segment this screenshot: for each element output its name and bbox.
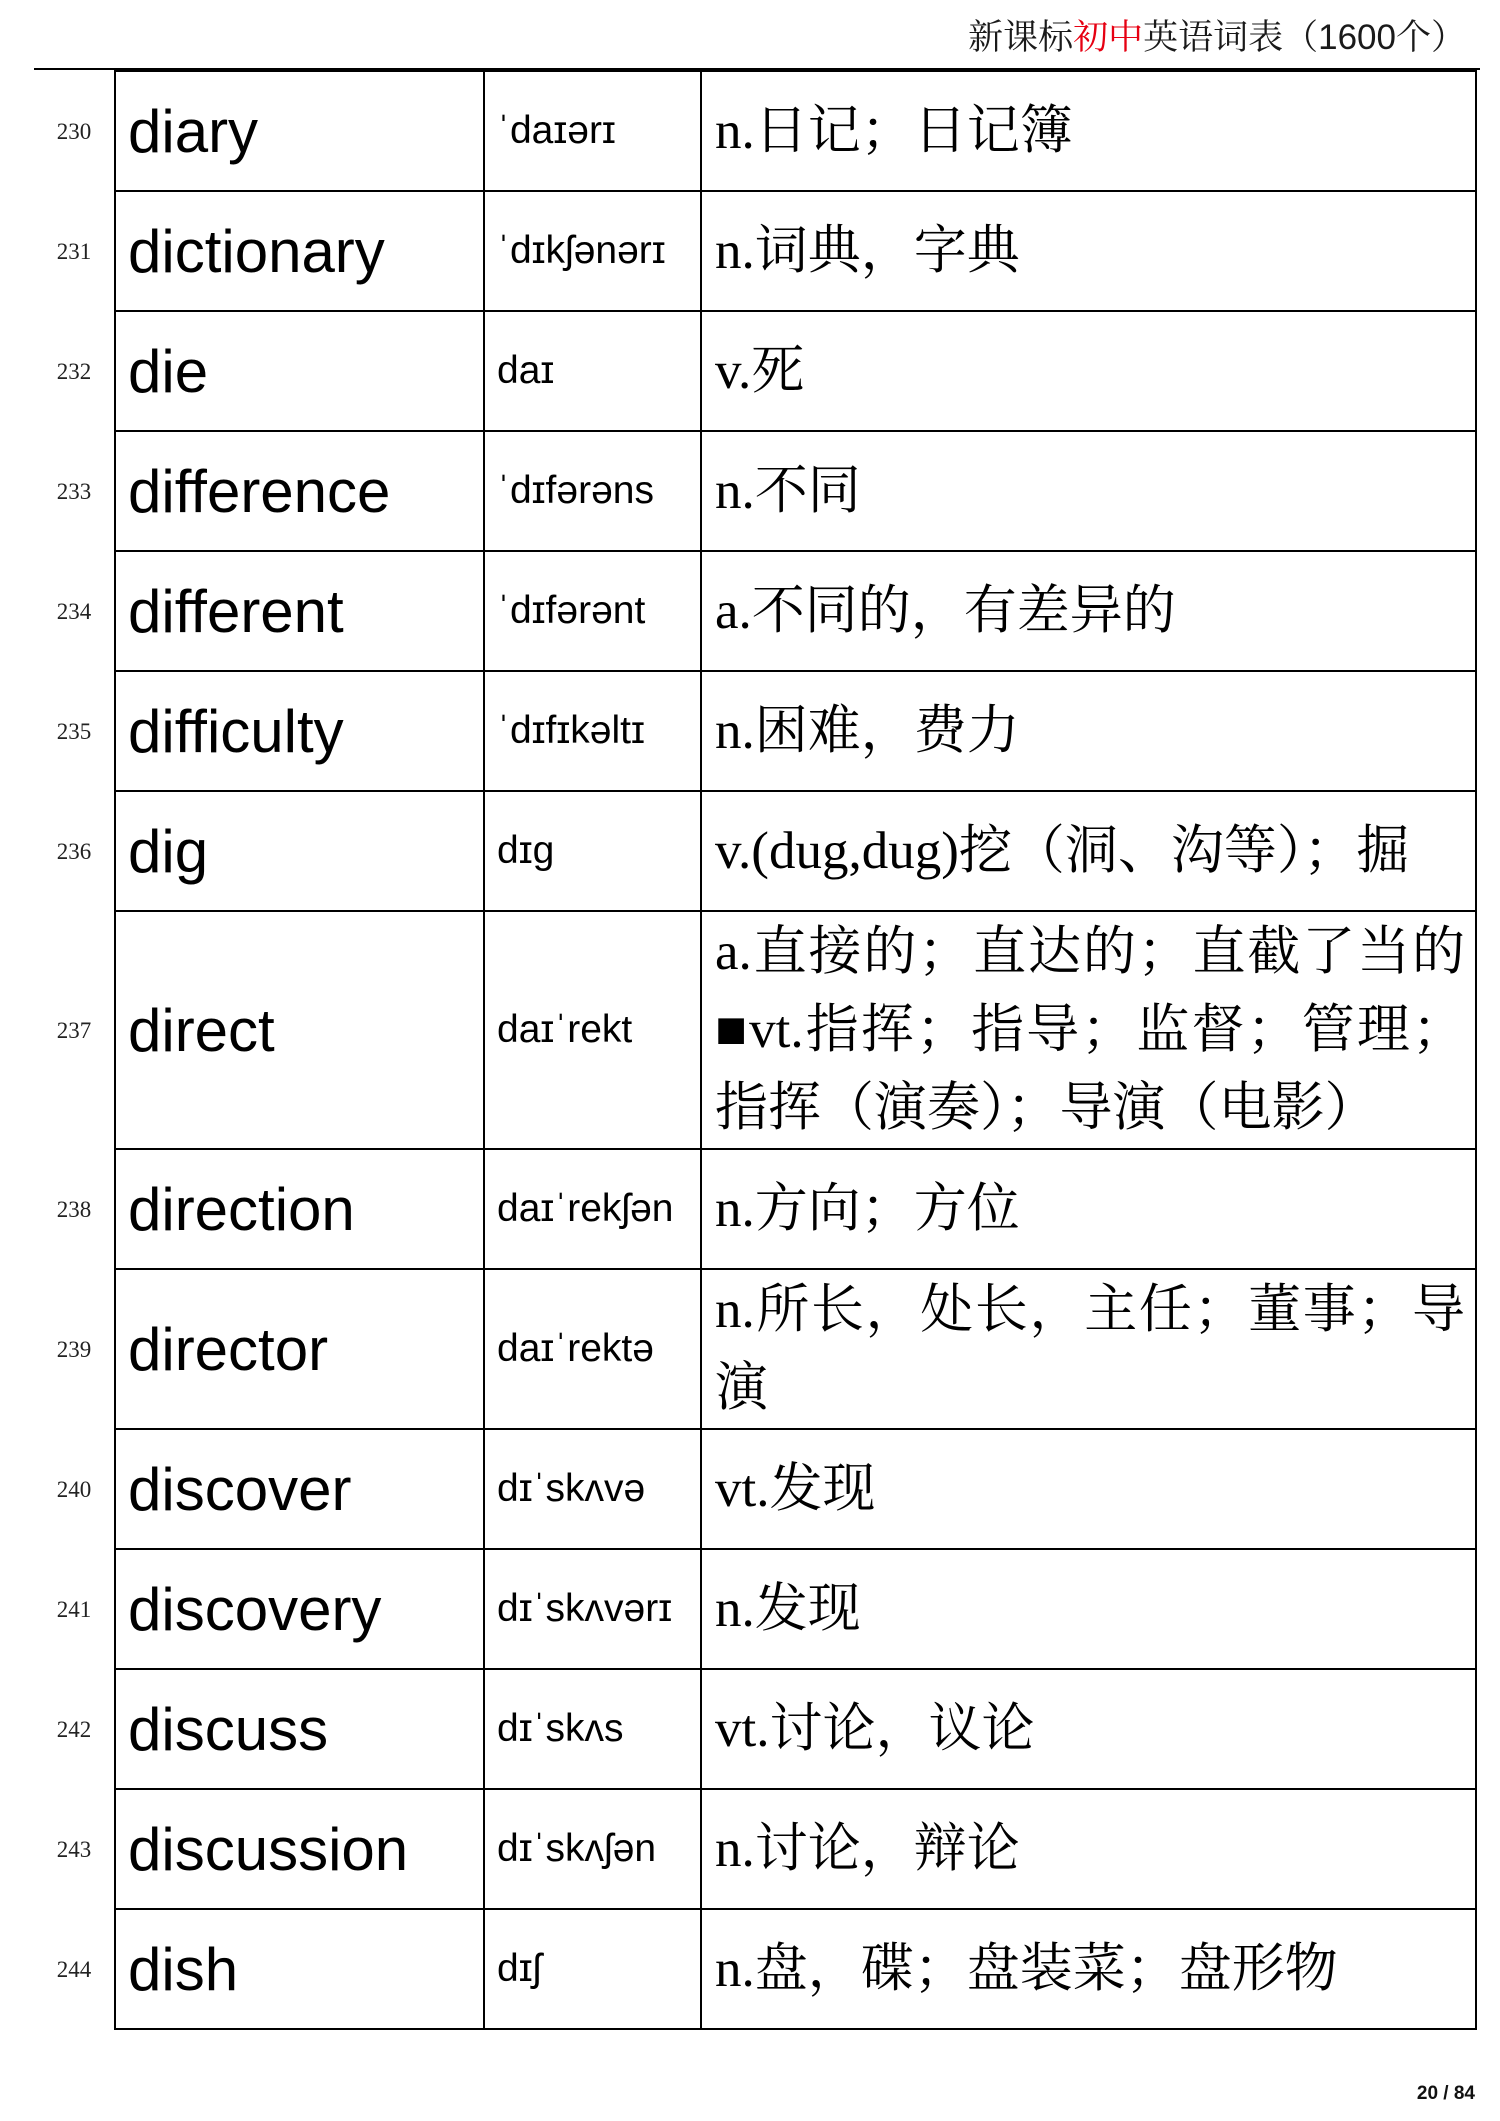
entry-phonetic: dɪg [485, 792, 702, 912]
entry-row [34, 1430, 1477, 1550]
entry-meaning [702, 312, 1477, 432]
entry-number: 243 [56, 1837, 92, 1862]
meaning-line: n.日记；日记簿 [715, 102, 1073, 160]
entry-phonetic: daɪˈrektə [485, 1270, 702, 1430]
entry-meaning [702, 192, 1477, 312]
entry-number: 230 [56, 119, 92, 144]
meaning-line: v.(dug,dug)挖（洞、沟等）；掘 [715, 822, 1410, 880]
entry-meaning [702, 1550, 1477, 1670]
entry-row [34, 1550, 1477, 1670]
entry-meaning [702, 792, 1477, 912]
meaning-line: n.困难，费力 [715, 702, 1020, 760]
entry-meaning [702, 1150, 1477, 1270]
entry-meaning [702, 912, 1477, 1150]
entry-number: 242 [56, 1717, 92, 1742]
entry-word: discussion [114, 1790, 485, 1910]
page-number: 20 / 84 [1416, 2083, 1475, 2104]
entry-meaning [702, 1670, 1477, 1790]
entry-phonetic: dɪˈskʌvərɪ [485, 1550, 702, 1670]
meaning-line: n.不同 [715, 462, 861, 520]
meaning-line: n.发现 [715, 1580, 861, 1638]
entry-row [34, 1270, 1477, 1430]
entry-row [34, 432, 1477, 552]
entry-word: dictionary [114, 192, 485, 312]
entry-phonetic: ˈdɪfɪkəltɪ [485, 672, 702, 792]
entry-phonetic: ˈdɪkʃənərɪ [485, 192, 702, 312]
header-title: 新课标 [968, 18, 1074, 57]
entry-number: 241 [56, 1597, 92, 1622]
entry-phonetic: dɪˈskʌʃən [485, 1790, 702, 1910]
entry-number: 235 [56, 719, 92, 744]
meaning-line: n.讨论，辩论 [715, 1820, 1020, 1878]
entry-word: dish [114, 1910, 485, 2030]
entry-word: direction [114, 1150, 485, 1270]
entry-word: discover [114, 1430, 485, 1550]
entry-row [34, 1150, 1477, 1270]
entry-row [34, 672, 1477, 792]
entry-number: 232 [56, 359, 92, 384]
meaning-line: 指挥（演奏）；导演（电影） [715, 1079, 1378, 1137]
entry-phonetic: dɪˈskʌs [485, 1670, 702, 1790]
meaning-line: vt.讨论，议论 [715, 1700, 1035, 1758]
entry-meaning [702, 672, 1477, 792]
meaning-line: v.死 [715, 342, 805, 400]
meaning-line: ■vt.指挥；指导；监督；管理； [715, 1001, 1465, 1059]
entry-meaning [702, 1430, 1477, 1550]
entry-phonetic: dɪˈskʌvə [485, 1430, 702, 1550]
entry-meaning [702, 1910, 1477, 2030]
vocab-table [34, 70, 1477, 2030]
table-body [34, 72, 1477, 2030]
entry-phonetic: ˈdɪfərəns [485, 432, 702, 552]
entry-word: different [114, 552, 485, 672]
page-header [968, 16, 1466, 60]
entry-row [34, 1790, 1477, 1910]
entry-meaning [702, 72, 1477, 192]
entry-phonetic: ˈdaɪərɪ [485, 72, 702, 192]
meaning-line: n.所长，处长，主任；董事；导 [715, 1281, 1465, 1339]
entry-row [34, 792, 1477, 912]
entry-row [34, 912, 1477, 1150]
meaning-line: 演 [715, 1359, 768, 1417]
entry-number: 238 [56, 1197, 92, 1222]
header-title-rest: 英语词表（1600个） [1143, 18, 1466, 57]
entry-word: dig [114, 792, 485, 912]
entry-number: 233 [56, 479, 92, 504]
entry-number: 234 [56, 599, 92, 624]
entry-phonetic: daɪˈrekʃən [485, 1150, 702, 1270]
entry-word: discuss [114, 1670, 485, 1790]
entry-number: 240 [56, 1477, 92, 1502]
entry-word: direct [114, 912, 485, 1150]
meaning-line: a.直接的；直达的；直截了当的 [715, 923, 1465, 981]
entry-row [34, 312, 1477, 432]
entry-meaning [702, 1790, 1477, 1910]
entry-phonetic: dɪʃ [485, 1910, 702, 2030]
entry-row [34, 552, 1477, 672]
entry-phonetic: daɪ [485, 312, 702, 432]
meaning-line: n.词典，字典 [715, 222, 1020, 280]
entry-word: difference [114, 432, 485, 552]
entry-number: 231 [56, 239, 92, 264]
header-title-highlight: 初中 [1073, 18, 1144, 57]
entry-number: 237 [56, 1018, 92, 1043]
entry-meaning [702, 1270, 1477, 1430]
entry-row [34, 72, 1477, 192]
entry-word: difficulty [114, 672, 485, 792]
meaning-line: n.方向；方位 [715, 1180, 1020, 1238]
entry-row [34, 1910, 1477, 2030]
entry-word: die [114, 312, 485, 432]
entry-number: 236 [56, 839, 92, 864]
entry-row [34, 192, 1477, 312]
entry-phonetic: ˈdɪfərənt [485, 552, 702, 672]
meaning-line: vt.发现 [715, 1460, 876, 1518]
entry-number: 244 [56, 1957, 92, 1982]
entry-meaning [702, 432, 1477, 552]
entry-meaning [702, 552, 1477, 672]
meaning-line: n.盘，碟；盘装菜；盘形物 [715, 1940, 1338, 1998]
meaning-line: a.不同的，有差异的 [715, 582, 1176, 640]
entry-row [34, 1670, 1477, 1790]
entry-word: director [114, 1270, 485, 1430]
entry-number: 239 [56, 1337, 92, 1362]
entry-phonetic: daɪˈrekt [485, 912, 702, 1150]
entry-word: diary [114, 72, 485, 192]
entry-word: discovery [114, 1550, 485, 1670]
